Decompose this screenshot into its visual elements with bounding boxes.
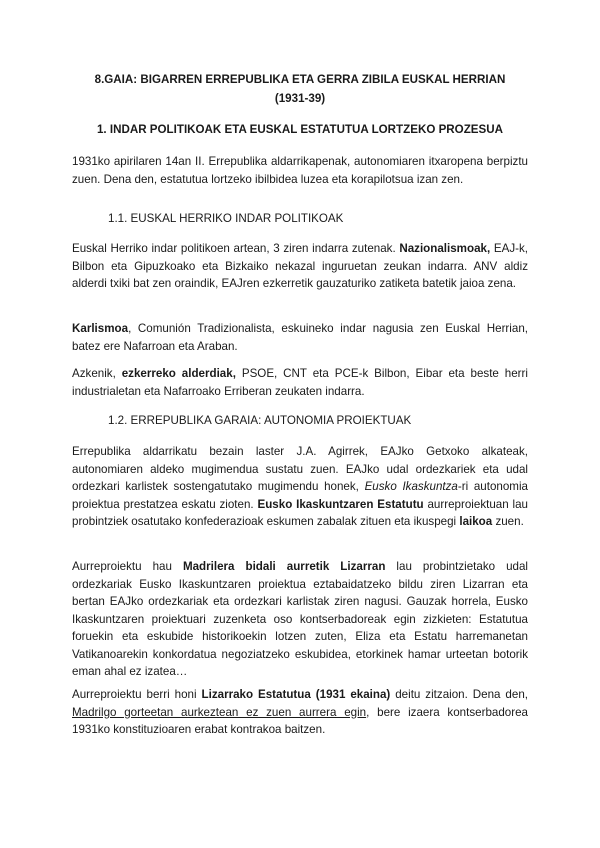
text-run: -ri autonomia proiektua prestatzea eskatu zioten.	[72, 480, 528, 511]
section-1-intro: 1931ko apirilaren 14an II. Errepublika aldarrikapenak, autonomiaren itxaropena berpiztu zuen. Dena den, estatutua lortzeko ibilbidea luzea eta korapilotsua izan zen.	[72, 155, 528, 186]
bold-nationalism: Nazionalismoak,	[399, 242, 491, 255]
text-run: , bere izaera kontserbadorea 1931ko konstituzioaren erabat kontrakoa baitzen.	[72, 705, 529, 736]
subsection-1-1-heading: 1.1. EUSKAL HERRIKO INDAR POLITIKOAK	[108, 212, 344, 225]
paragraph-political-forces	[72, 240, 528, 293]
section-1-heading: 1. INDAR POLITIKOAK ETA EUSKAL ESTATUTUA LORTZEKO PROZESUA	[96, 123, 503, 136]
text-run: Errepublika aldarrikatu bezain laster J.A. Agirrek, EAJko Getxoko alkateak, autonomiaren aldeko mugimendua sustatu zuen. EAJko udal ordezkariek eta udal ordezkari karlistek sostengatutako mugimendu honek,	[72, 445, 528, 493]
bold-left-parties: ezkerreko alderdiak,	[121, 367, 236, 380]
text-run: aurreproiektuan lau probintziek osatutako konfederazioak eskumen zabalak zituen eta ikuspegi	[72, 497, 528, 528]
paragraph-lizarra-meeting	[72, 558, 528, 681]
bold-statute-draft: Eusko Ikaskuntzaren Estatutu	[257, 497, 424, 511]
text-run: Aurreproiektu berri honi	[72, 688, 202, 701]
text-run: , Comunión Tradizionalista, eskuineko indar nagusia zen Euskal Herrian, batez ere Nafarroan eta Araban.	[72, 322, 528, 353]
text-run: Aurreproiektu hau	[72, 560, 183, 573]
text-run: lau probintzietako udal ordezkariak Eusko Ikaskuntzaren proiektua eztabaidatzeko bildu ziren Lizarran eta bertan EAJko ordezkariak eta ordezkari karlistak ziren nagusi. Gauzak horrela, Eusko Ikaskuntzaren proiektuari zuzenketa oso kontserbadoreak egin zizkieten: Estatutua foruekin eta eskubide historikoekin lotzen zuten, Eliza eta Estatu harremanetan Vatikanoarekin konkordatua negoziatzeko eskubidea, etorkinek hamar urteetan botorik eman ahal ez izatea…	[72, 560, 528, 678]
document-title	[72, 70, 528, 108]
title-line-1: 8.GAIA: BIGARREN ERREPUBLIKA ETA GERRA ZIBILA EUSKAL HERRIAN	[94, 73, 506, 86]
subsection-1-2-heading: 1.2. ERREPUBLIKA GARAIA: AUTONOMIA PROIEKTUAK	[108, 414, 412, 427]
text-run: EAJ-k, Bilbon eta Gipuzkoako eta Bizkaiko nekazal inguruetan zeukan indarra. ANV aldiz alderdi txiki bat zen oraindik, EAJren ezkerretik gauzaturiko zatiketa batetik jaioa zena.	[72, 242, 528, 290]
paragraph-left-parties	[72, 365, 528, 400]
underlined-madrid-rejection: Madrilgo gorteetan aurkeztean ez zuen aurrera egin	[72, 705, 367, 719]
paragraph-carlism	[72, 320, 528, 355]
bold-laikoa: laikoa	[459, 515, 493, 528]
paragraph-lizarra-statute	[72, 686, 528, 739]
italic-eusko-ikaskuntza: Eusko Ikaskuntza	[364, 480, 458, 493]
text-run: zuen.	[492, 515, 524, 528]
paragraph-autonomy-movement	[72, 443, 528, 531]
text-run: deitu zitzaion. Dena den,	[390, 688, 528, 701]
text-run: Euskal Herriko indar politikoen artean, 3 ziren indarra zutenak.	[72, 242, 400, 255]
bold-carlism: Karlismoa	[72, 322, 129, 335]
text-run: Azkenik,	[72, 367, 122, 380]
title-line-2: (1931-39)	[274, 92, 326, 105]
bold-lizarra-statute: Lizarrako Estatutua (1931 ekaina)	[201, 688, 391, 701]
text-run: PSOE, CNT eta PCE-k Bilbon, Eibar eta beste herri industrialetan eta Nafarroako Erriberan zeukaten indarra.	[72, 367, 528, 398]
bold-lizarra: Madrilera bidali aurretik Lizarran	[182, 560, 386, 573]
